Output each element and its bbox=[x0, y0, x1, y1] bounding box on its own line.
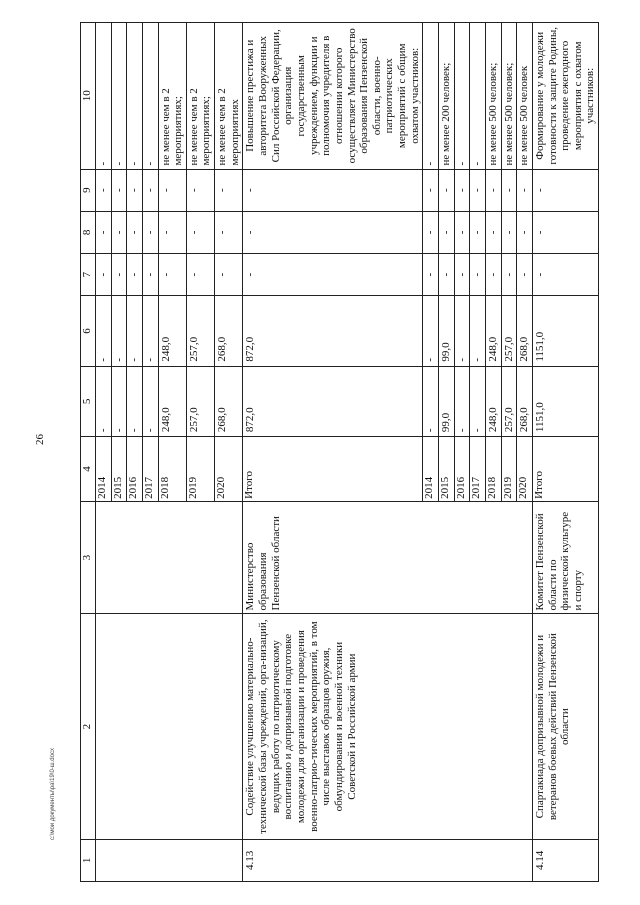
value-col7: - bbox=[127, 254, 143, 296]
value-col6: - bbox=[470, 296, 486, 366]
value-col9: - bbox=[517, 169, 533, 211]
rotated-table-container bbox=[80, 22, 615, 882]
value-col6: - bbox=[96, 296, 112, 366]
item-name: Спартакиада допризывной молодежи и ветеранов боевых действий Пензенской области bbox=[532, 614, 598, 839]
value-col9: - bbox=[111, 169, 127, 211]
value-col8: - bbox=[158, 211, 186, 253]
item-number: 4.13 bbox=[243, 839, 532, 881]
total-col6: 1151,0 bbox=[532, 296, 598, 366]
value-col5: - bbox=[454, 366, 470, 436]
col-header-6: 6 bbox=[81, 296, 96, 366]
col-header-10: 10 bbox=[81, 23, 96, 170]
year-cell: 2019 bbox=[501, 437, 517, 502]
col-header-4: 4 bbox=[81, 437, 96, 502]
value-col7: - bbox=[423, 254, 439, 296]
value-col7: - bbox=[111, 254, 127, 296]
value-col7: - bbox=[158, 254, 186, 296]
total-col5: 1151,0 bbox=[532, 366, 598, 436]
year-cell: 2018 bbox=[158, 437, 186, 502]
value-col6: - bbox=[454, 296, 470, 366]
value-col5: 257,0 bbox=[186, 366, 214, 436]
col-header-9: 9 bbox=[81, 169, 96, 211]
continued-year-row bbox=[96, 23, 112, 882]
value-col5: - bbox=[423, 366, 439, 436]
value-col7: - bbox=[186, 254, 214, 296]
value-col5: 268,0 bbox=[215, 366, 243, 436]
year-cell: 2019 bbox=[186, 437, 214, 502]
item-413-total-row bbox=[243, 23, 423, 882]
total-col7: - bbox=[532, 254, 598, 296]
value-col10: не менее чем в 2 мероприятиях; bbox=[186, 23, 214, 170]
value-col10: - bbox=[96, 23, 112, 170]
value-col6: 268,0 bbox=[215, 296, 243, 366]
value-col6: 99,0 bbox=[439, 296, 455, 366]
value-col9: - bbox=[501, 169, 517, 211]
value-col8: - bbox=[127, 211, 143, 253]
col-header-8: 8 bbox=[81, 211, 96, 253]
value-col8: - bbox=[501, 211, 517, 253]
value-col8: - bbox=[215, 211, 243, 253]
total-col10: Повышение престижа и авторитета Вооруженных Сил Российской Федерации, организация государственным учреждением, функции и полномочия учредителя в отношении которого осуществляет Министерство образования Пензенской области, военно-патриотических мероприятий с общим охватом участников: bbox=[243, 23, 423, 170]
year-cell: 2015 bbox=[111, 437, 127, 502]
value-col10: не менее чем в 2 мероприятиях; bbox=[158, 23, 186, 170]
value-col5: - bbox=[142, 366, 158, 436]
value-col8: - bbox=[111, 211, 127, 253]
value-col5: 268,0 bbox=[517, 366, 533, 436]
value-col7: - bbox=[215, 254, 243, 296]
col-header-2: 2 bbox=[81, 614, 96, 839]
year-cell: 2014 bbox=[96, 437, 112, 502]
value-col6: 248,0 bbox=[485, 296, 501, 366]
value-col10: не менее чем в 2 мероприятиях bbox=[215, 23, 243, 170]
value-col8: - bbox=[517, 211, 533, 253]
value-col6: 268,0 bbox=[517, 296, 533, 366]
col-header-5: 5 bbox=[81, 366, 96, 436]
total-col7: - bbox=[243, 254, 423, 296]
value-col7: - bbox=[96, 254, 112, 296]
value-col8: - bbox=[186, 211, 214, 253]
item-name: Содействие улучшению материально-технической базы учреждений, орга-низаций, ведущих работу по патриотическому воспитанию и допризывной подготовке молодежи для организации и проведения военно-патрио-тических мероприятий, в том числе выставок образцов оружия, обмундирования и военной техники Советской и Российской армии bbox=[243, 614, 532, 839]
value-col6: 257,0 bbox=[186, 296, 214, 366]
value-col9: - bbox=[142, 169, 158, 211]
value-col9: - bbox=[215, 169, 243, 211]
value-col7: - bbox=[517, 254, 533, 296]
value-col7: - bbox=[454, 254, 470, 296]
year-cell: 2017 bbox=[142, 437, 158, 502]
year-cell: 2020 bbox=[215, 437, 243, 502]
footer-file-path: c:\мои документы\ра\19\0-ш.docx bbox=[50, 748, 56, 840]
table-body bbox=[96, 23, 599, 882]
value-col8: - bbox=[485, 211, 501, 253]
value-col7: - bbox=[485, 254, 501, 296]
value-col6: - bbox=[111, 296, 127, 366]
total-col9: - bbox=[243, 169, 423, 211]
value-col5: - bbox=[111, 366, 127, 436]
value-col6: - bbox=[423, 296, 439, 366]
col-header-7: 7 bbox=[81, 254, 96, 296]
year-cell: 2020 bbox=[517, 437, 533, 502]
value-col5: 248,0 bbox=[158, 366, 186, 436]
value-col8: - bbox=[470, 211, 486, 253]
value-col7: - bbox=[142, 254, 158, 296]
value-col10: - bbox=[142, 23, 158, 170]
item-executor: Комитет Пензенской области по физической культуре и спорту bbox=[532, 501, 598, 614]
value-col9: - bbox=[439, 169, 455, 211]
total-label: Итого bbox=[243, 437, 423, 502]
value-col10: не менее 500 человек; bbox=[501, 23, 517, 170]
value-col9: - bbox=[96, 169, 112, 211]
value-col10: - bbox=[454, 23, 470, 170]
total-col8: - bbox=[243, 211, 423, 253]
value-col5: - bbox=[470, 366, 486, 436]
value-col5: 257,0 bbox=[501, 366, 517, 436]
value-col10: - bbox=[111, 23, 127, 170]
value-col5: - bbox=[127, 366, 143, 436]
value-col9: - bbox=[454, 169, 470, 211]
year-cell: 2018 bbox=[485, 437, 501, 502]
value-col9: - bbox=[470, 169, 486, 211]
continued-num-cell bbox=[96, 839, 243, 881]
value-col7: - bbox=[501, 254, 517, 296]
value-col9: - bbox=[158, 169, 186, 211]
value-col10: - bbox=[127, 23, 143, 170]
value-col9: - bbox=[186, 169, 214, 211]
item-executor: Министерство образования Пензенской области bbox=[243, 501, 532, 614]
year-cell: 2016 bbox=[454, 437, 470, 502]
item-414-total-row bbox=[532, 23, 598, 882]
year-cell: 2015 bbox=[439, 437, 455, 502]
value-col10: не менее 500 человек bbox=[517, 23, 533, 170]
program-table bbox=[80, 22, 599, 882]
year-cell: 2016 bbox=[127, 437, 143, 502]
value-col10: не менее 200 человек; bbox=[439, 23, 455, 170]
value-col9: - bbox=[127, 169, 143, 211]
value-col8: - bbox=[142, 211, 158, 253]
value-col6: 257,0 bbox=[501, 296, 517, 366]
year-cell: 2014 bbox=[423, 437, 439, 502]
value-col5: 99,0 bbox=[439, 366, 455, 436]
value-col8: - bbox=[439, 211, 455, 253]
value-col8: - bbox=[423, 211, 439, 253]
value-col5: - bbox=[96, 366, 112, 436]
item-number: 4.14 bbox=[532, 839, 598, 881]
total-col5: 872,0 bbox=[243, 366, 423, 436]
value-col6: 248,0 bbox=[158, 296, 186, 366]
continued-executor-cell bbox=[96, 501, 243, 614]
continued-name-cell bbox=[96, 614, 243, 839]
value-col10: - bbox=[423, 23, 439, 170]
value-col8: - bbox=[96, 211, 112, 253]
value-col7: - bbox=[470, 254, 486, 296]
value-col8: - bbox=[454, 211, 470, 253]
value-col10: - bbox=[470, 23, 486, 170]
value-col5: 248,0 bbox=[485, 366, 501, 436]
total-col6: 872,0 bbox=[243, 296, 423, 366]
page-number: 26 bbox=[34, 434, 46, 445]
total-col10: Формирование у молодежи готовности к защите Родины, проведение ежегодного мероприятия с охватом участников: bbox=[532, 23, 598, 170]
value-col6: - bbox=[127, 296, 143, 366]
value-col10: не менее 500 человек; bbox=[485, 23, 501, 170]
header-row bbox=[81, 23, 96, 882]
year-cell: 2017 bbox=[470, 437, 486, 502]
value-col9: - bbox=[423, 169, 439, 211]
col-header-1: 1 bbox=[81, 839, 96, 881]
total-col9: - bbox=[532, 169, 598, 211]
col-header-3: 3 bbox=[81, 501, 96, 614]
value-col6: - bbox=[142, 296, 158, 366]
total-label: Итого bbox=[532, 437, 598, 502]
value-col9: - bbox=[485, 169, 501, 211]
value-col7: - bbox=[439, 254, 455, 296]
total-col8: - bbox=[532, 211, 598, 253]
